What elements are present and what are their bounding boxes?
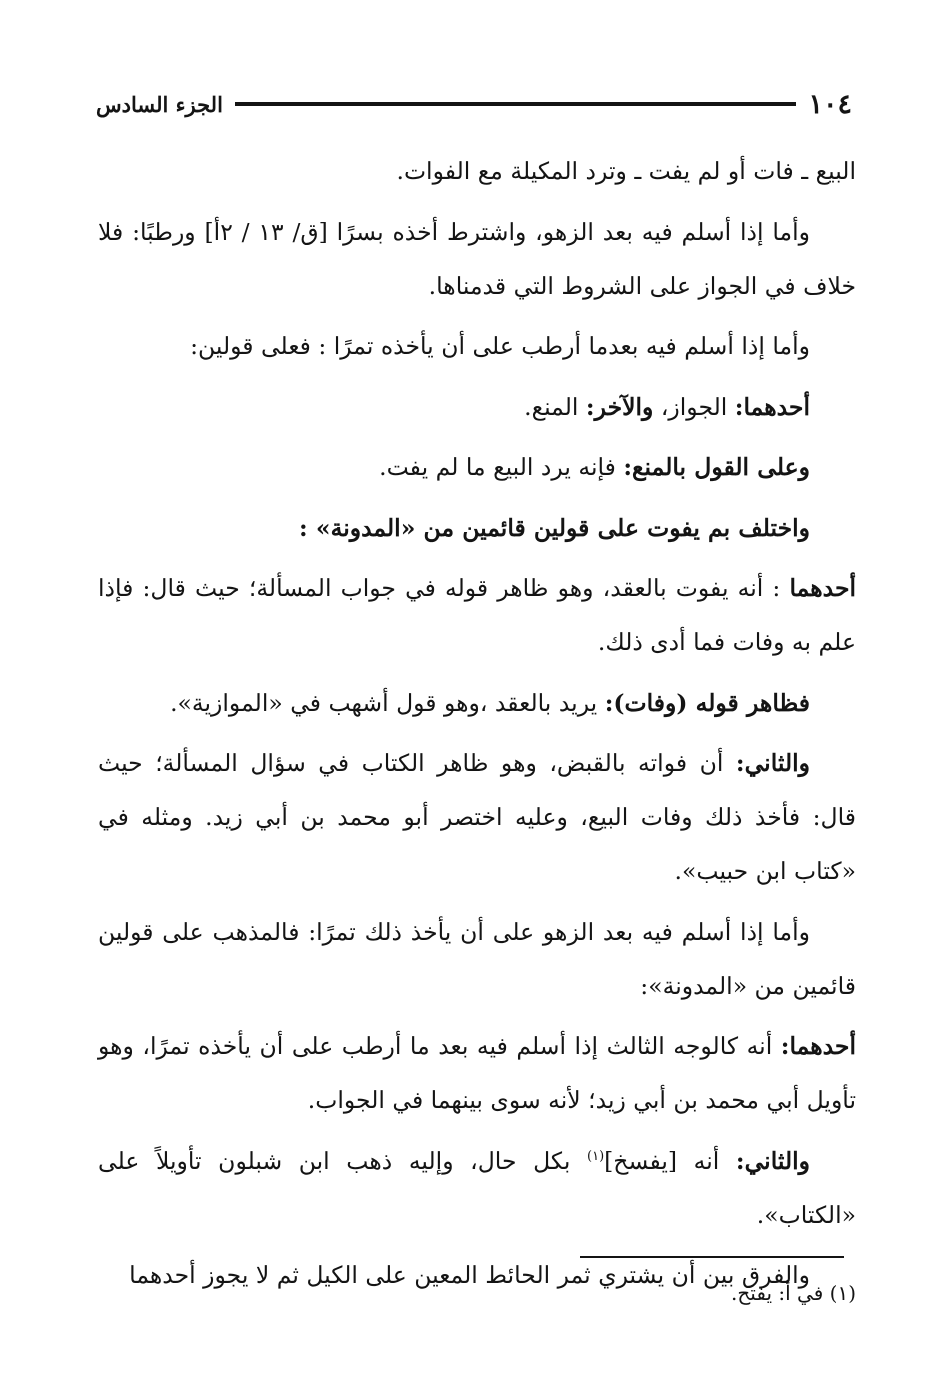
paragraph-10 <box>98 1019 856 1127</box>
running-title: الجزء السادس <box>96 91 223 117</box>
footnote-ref: (١) <box>587 1148 605 1164</box>
bold-term: واختلف بم يفوت على قولين قائمين من «المدونة» : <box>299 513 810 542</box>
text-run: وأما إذا أسلم فيه بعد الزهو على أن يأخذ ذلك تمرًا: فالمذهب على قولين قائمين من «المدونة»: <box>98 917 856 1000</box>
footnote-rule <box>580 1256 844 1258</box>
paragraph-2 <box>98 319 856 373</box>
footnote <box>256 1276 856 1310</box>
text-run: : أنه يفوت بالعقد، وهو ظاهر قوله في جواب المسألة؛ حيث قال: فإذا علم به وفات فما أدى ذلك. <box>98 574 856 656</box>
text-run: يريد بالعقد ،وهو قول أشهب في «الموازية». <box>170 688 605 717</box>
paragraph-5 <box>98 501 856 555</box>
text-run: أنه كالوجه الثالث إذا أسلم فيه بعد ما أرطب على أن يأخذه تمرًا، وهو تأويل أبي محمد بن أبي زيد؛ لأنه سوى بينهما في الجواب. <box>98 1032 856 1114</box>
text-run: والفرق بين أن يشتري ثمر الحائط المعين على الكيل ثم لا يجوز أحدهما <box>129 1261 810 1289</box>
paragraph-9 <box>98 905 856 1013</box>
footnote-text: في أ: يفتح. <box>731 1281 824 1305</box>
text-run: البيع ـ فات أو لم يفت ـ وترد المكيلة مع الفوات. <box>396 157 856 185</box>
text-run: وأما إذا أسلم فيه بعدما أرطب على أن يأخذه تمرًا : فعلى قولين: <box>190 332 810 360</box>
paragraph-7 <box>98 676 856 730</box>
paragraph-3 <box>98 380 856 434</box>
page-number: ١٠٤ <box>808 88 852 120</box>
bold-term: والثاني: <box>735 749 810 777</box>
text-run: وأما إذا أسلم فيه بعد الزهو، واشترط أخذه بسرًا [ق/ ١٣ / ٢أ] ورطبًا: فلا خلاف في الجواز على الشروط التي قدمناها. <box>98 217 856 300</box>
bold-term: وعلى القول بالمنع: <box>623 453 810 481</box>
paragraph-8 <box>98 736 856 898</box>
footnote-marker: (١) <box>823 1281 856 1305</box>
header-rule <box>235 102 797 106</box>
text-run: بكل حال، وإليه ذهب ابن شبلون تأويلاً على «الكتاب». <box>98 1146 856 1229</box>
text-run: أنه [يفسخ] <box>604 1146 736 1175</box>
text-run: فإنه يرد البيع ما لم يفت. <box>379 453 624 481</box>
bold-term: أحدهما: <box>780 1032 856 1060</box>
text-run: المنع. <box>524 392 586 421</box>
paragraph-11 <box>98 1134 856 1242</box>
body-text <box>98 144 856 1309</box>
paragraph-0 <box>98 144 856 198</box>
text-run: الجواز، <box>653 392 735 421</box>
bold-term: فظاهر قوله (وفات): <box>604 688 810 717</box>
bold-term: والثاني: <box>735 1146 810 1175</box>
bold-term: أحدهما <box>789 574 856 602</box>
page-header <box>96 82 852 126</box>
paragraph-1 <box>98 205 856 313</box>
bold-term: أحدهما: <box>734 392 810 421</box>
paragraph-6 <box>98 561 856 669</box>
bold-term: والآخر: <box>585 392 654 421</box>
paragraph-4 <box>98 440 856 494</box>
text-run: أن فواته بالقبض، وهو ظاهر الكتاب في سؤال المسألة؛ حيث قال: فأخذ ذلك وفات البيع، وعليه اختصر أبو محمد بن أبي زيد. ومثله في «كتاب ابن حبيب». <box>98 749 856 885</box>
